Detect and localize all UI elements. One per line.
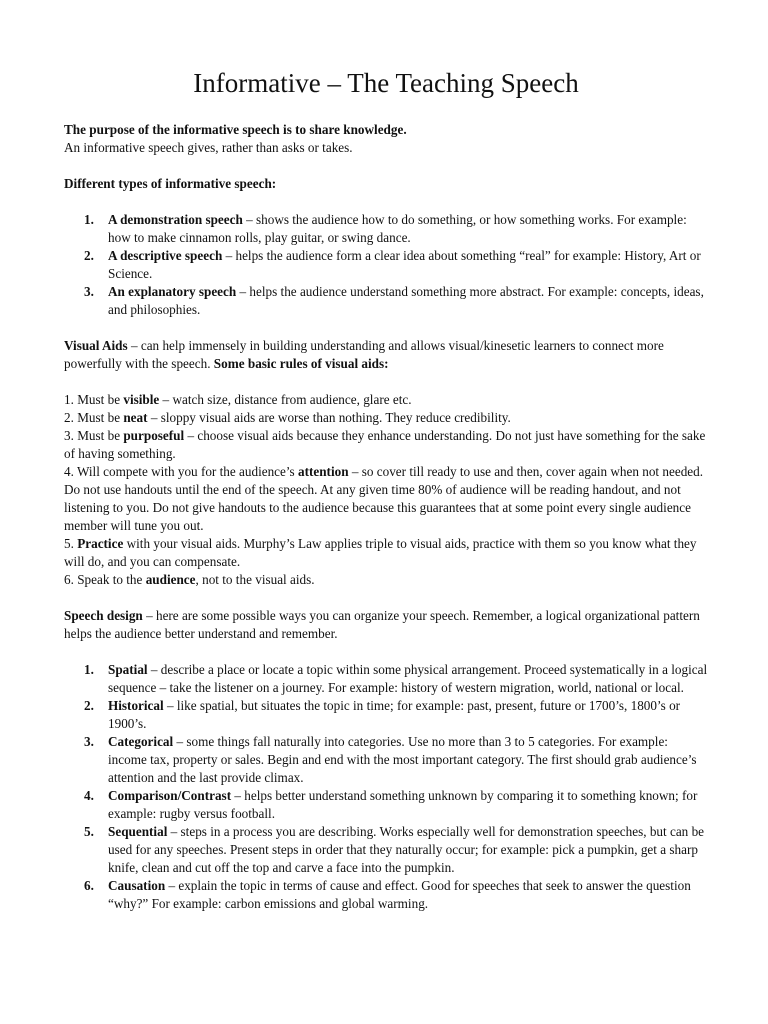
- purpose-heading: The purpose of the informative speech is to share knowledge.: [64, 122, 407, 137]
- list-item: 2. A descriptive speech – helps the audience form a clear idea about something “real” for example: History, Art or Science.: [84, 248, 701, 281]
- visual-aids-rules: [64, 391, 708, 589]
- list-item: 1. Must be visible – watch size, distance from audience, glare etc.: [64, 392, 412, 407]
- visual-aids-paragraph: Visual Aids – can help immensely in building understanding and allows visual/kinesetic learners to connect more powerfully with the speech. Some basic rules of visual aids:: [64, 338, 664, 371]
- list-item: 3. Categorical – some things fall naturally into categories. Use no more than 3 to 5 categories. For example: income tax, property or sales. Begin and end with the most important category. The first should grab audience’s attention and the last provide climax.: [84, 734, 697, 785]
- list-item: 2. Must be neat – sloppy visual aids are worse than nothing. They reduce credibility.: [64, 410, 511, 425]
- list-item: 4. Will compete with you for the audience’s attention – so cover till ready to use and then, cover again when not needed. Do not use handouts until the end of the speech. At any given time 80% of audience will be reading handout, and not listening to you. Do not give handouts to the audience because this guarantees that at some point every single audience member will tune you out.: [64, 464, 704, 533]
- list-item: 3. An explanatory speech – helps the audience understand something more abstract. For example: concepts, ideas, and philosophies.: [84, 284, 704, 317]
- speech-design-list: [64, 661, 708, 913]
- list-item: 3. Must be purposeful – choose visual aids because they enhance understanding. Do not just have something for the sake of having something.: [64, 428, 706, 461]
- list-item: 5. Practice with your visual aids. Murphy’s Law applies triple to visual aids, practice with them so you know what they will do, and you can compensate.: [64, 536, 697, 569]
- list-item: 5. Sequential – steps in a process you are describing. Works especially well for demonstration speeches, but can be used for any speeches. Present steps in order that they naturally occur; for example: pick a pumpkin, get a sharp knife, clean and cut off the top and carve a face into the pumpkin.: [84, 824, 705, 875]
- list-item: 6. Causation – explain the topic in terms of cause and effect. Good for speeches that seek to answer the question “why?” For example: carbon emissions and global warming.: [84, 878, 691, 911]
- list-item: 1. A demonstration speech – shows the audience how to do something, or how something works. For example: how to make cinnamon rolls, play guitar, or swing dance.: [84, 212, 687, 245]
- list-item: 2. Historical – like spatial, but situates the topic in time; for example: past, present, future or 1700’s, 1800’s or 1900’s.: [84, 698, 681, 731]
- purpose-text: An informative speech gives, rather than asks or takes.: [64, 140, 353, 155]
- types-list: [64, 211, 708, 319]
- speech-design-paragraph: Speech design – here are some possible ways you can organize your speech. Remember, a logical organizational pattern helps the audience better understand and remember.: [64, 608, 700, 641]
- types-heading: Different types of informative speech:: [64, 176, 277, 191]
- list-item: 4. Comparison/Contrast – helps better understand something unknown by comparing it to something known; for example: rugby versus football.: [84, 788, 698, 821]
- page-title: Informative – The Teaching Speech: [193, 68, 579, 98]
- list-item: 1. Spatial – describe a place or locate a topic within some physical arrangement. Proceed systematically in a logical sequence – take the listener on a journey. For example: history of western migration, world, national or local.: [84, 662, 708, 695]
- list-item: 6. Speak to the audience, not to the visual aids.: [64, 572, 315, 587]
